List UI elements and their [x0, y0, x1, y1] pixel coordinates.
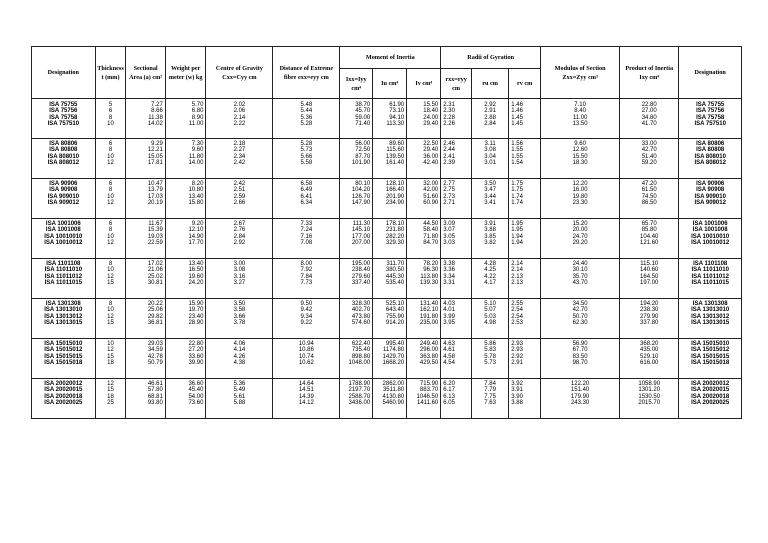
iv-cell: 22.50 29.40 36.00 42.40: [407, 139, 441, 179]
centre-gravity-cell: 2.67 2.76 2.84 2.92: [206, 219, 273, 259]
angle-properties-table: [31, 46, 742, 419]
iv-cell: 78.20 96.30 113.80 139.30: [407, 259, 441, 299]
thickness-cell: 10 12 15 18: [95, 339, 126, 379]
distance-cell: 8.00 7.92 7.84 7.73: [273, 259, 340, 299]
ru-cell: 5.10 5.07 5.03 4.98: [471, 299, 508, 339]
area-cell: 17.02 21.06 25.02 30.81: [126, 259, 166, 299]
designation-right-cell: ISA 15015010 ISA 15015012 ISA 15015015 ISA 15015018: [679, 339, 742, 379]
table-row-group: [32, 259, 742, 299]
ixx-cell: 38.70 45.70 59.00 71.40: [340, 99, 373, 139]
iu-cell: 89.60 115.60 139.50 161.40: [373, 139, 407, 179]
header-rxx: rxx=ryy cm: [441, 69, 472, 99]
header-thickness: Thickness t (mm): [95, 47, 126, 99]
iu-cell: 128.10 166.40 201.90 234.90: [373, 179, 407, 219]
centre-gravity-cell: 5.36 5.49 5.61 5.88: [206, 379, 273, 419]
header-iu: Iu cm⁴: [373, 69, 407, 99]
designation-cell: ISA 75755 ISA 75756 ISA 75758 ISA 757510: [32, 99, 96, 139]
modulus-cell: 56.90 67.70 83.50 98.70: [541, 339, 620, 379]
area-cell: 7.27 8.66 11.38 14.02: [126, 99, 166, 139]
ru-cell: 7.84 7.79 7.75 7.63: [471, 379, 508, 419]
header-sectional-area: Sectional Area (a) cm²: [126, 47, 166, 99]
angle-section-table-sheet: [31, 46, 742, 419]
table-row-group: [32, 99, 742, 139]
modulus-cell: 24.40 30.10 35.70 43.70: [541, 259, 620, 299]
modulus-cell: 12.20 16.00 19.80 23.30: [541, 179, 620, 219]
distance-cell: 5.28 5.73 5.66 5.58: [273, 139, 340, 179]
rv-cell: 1.95 1.95 1.94 1.94: [509, 219, 541, 259]
rxx-cell: 2.77 2.75 2.73 2.71: [441, 179, 472, 219]
designation-cell: ISA 90906 ISA 90908 ISA 909010 ISA 909012: [32, 179, 96, 219]
table-row-group: [32, 339, 742, 379]
rv-cell: 1.56 1.55 1.55 1.54: [509, 139, 541, 179]
area-cell: 11.67 15.39 19.03 22.59: [126, 219, 166, 259]
product-cell: 65.70 85.80 104.40 121.60: [620, 219, 679, 259]
designation-cell: ISA 20020012 ISA 20020015 ISA 20020018 ISA 20020025: [32, 379, 96, 419]
weight-cell: 36.60 45.40 54.00 73.60: [165, 379, 206, 419]
ru-cell: 3.11 3.08 3.04 3.01: [471, 139, 508, 179]
area-cell: 20.22 25.06 29.82 36.81: [126, 299, 166, 339]
designation-right-cell: ISA 90906 ISA 90908 ISA 909010 ISA 909012: [679, 179, 742, 219]
modulus-cell: 15.20 20.00 24.70 29.20: [541, 219, 620, 259]
area-cell: 9.29 12.21 15.05 17.81: [126, 139, 166, 179]
iu-cell: 2862.00 3511.80 4130.80 5460.90: [373, 379, 407, 419]
weight-cell: 9.20 12.10 14.90 17.70: [165, 219, 206, 259]
centre-gravity-cell: 2.02 2.06 2.14 2.22: [206, 99, 273, 139]
rxx-cell: 4.03 4.01 3.99 3.95: [441, 299, 472, 339]
product-cell: 22.80 27.00 34.80 41.70: [620, 99, 679, 139]
centre-gravity-cell: 2.42 2.51 2.59 2.66: [206, 179, 273, 219]
rxx-cell: 4.63 4.61 4.58 4.54: [441, 339, 472, 379]
header-designation: Designation: [32, 47, 96, 99]
centre-gravity-cell: 2.18 2.27 2.34 2.42: [206, 139, 273, 179]
iv-cell: 32.00 42.00 51.60 60.90: [407, 179, 441, 219]
rv-cell: 2.93 2.93 2.92 2.91: [509, 339, 541, 379]
weight-cell: 8.20 10.80 13.40 15.80: [165, 179, 206, 219]
modulus-cell: 34.50 42.70 50.70 62.30: [541, 299, 620, 339]
rxx-cell: 6.20 6.17 6.13 6.05: [441, 379, 472, 419]
ixx-cell: 622.40 735.40 898.80 1048.00: [340, 339, 373, 379]
header-modulus-of-section: Modulus of Section Zxx=Zyy cm³: [541, 47, 620, 99]
thickness-cell: 12 15 18 25: [95, 379, 126, 419]
header-radii-of-gyration: Radii of Gyration: [441, 47, 541, 69]
designation-right-cell: ISA 20020012 ISA 20020015 ISA 20020018 ISA 20020025: [679, 379, 742, 419]
rv-cell: 1.75 1.75 1.74 1.74: [509, 179, 541, 219]
weight-cell: 13.40 16.50 19.60 24.20: [165, 259, 206, 299]
centre-gravity-cell: 3.00 3.08 3.16 3.27: [206, 259, 273, 299]
iu-cell: 61.90 73.10 94.10 113.30: [373, 99, 407, 139]
centre-gravity-cell: 3.50 3.58 3.66 3.78: [206, 299, 273, 339]
rv-cell: 2.55 2.54 2.54 2.53: [509, 299, 541, 339]
thickness-cell: 5 6 8 10: [95, 99, 126, 139]
designation-cell: ISA 15015010 ISA 15015012 ISA 15015015 ISA 15015018: [32, 339, 96, 379]
iv-cell: 249.40 296.00 363.80 429.50: [407, 339, 441, 379]
product-cell: 33.00 42.70 51.40 59.20: [620, 139, 679, 179]
table-row-group: [32, 139, 742, 179]
table-row-group: [32, 219, 742, 259]
distance-cell: 10.94 10.86 10.74 10.62: [273, 339, 340, 379]
product-cell: 115.10 140.60 164.50 197.00: [620, 259, 679, 299]
ru-cell: 2.92 2.91 2.88 2.84: [471, 99, 508, 139]
header-iv: Iv cm⁴: [407, 69, 441, 99]
designation-right-cell: ISA 75755 ISA 75756 ISA 75758 ISA 757510: [679, 99, 742, 139]
distance-cell: 9.50 9.42 9.34 9.22: [273, 299, 340, 339]
ixx-cell: 111.30 145.10 177.00 207.00: [340, 219, 373, 259]
designation-cell: ISA 1001006 ISA 1001008 ISA 10010010 ISA 10010012: [32, 219, 96, 259]
header-ru: ru cm: [471, 69, 508, 99]
thickness-cell: 6 8 10 12: [95, 139, 126, 179]
designation-right-cell: ISA 1301308 ISA 13013010 ISA 13013012 ISA 13013015: [679, 299, 742, 339]
area-cell: 46.61 57.80 68.81 93.80: [126, 379, 166, 419]
rxx-cell: 2.31 2.30 2.28 2.26: [441, 99, 472, 139]
rxx-cell: 2.46 2.44 2.41 2.39: [441, 139, 472, 179]
ixx-cell: 1788.90 2197.70 2588.70 3436.00: [340, 379, 373, 419]
weight-cell: 15.90 19.70 23.40 28.90: [165, 299, 206, 339]
iv-cell: 44.50 58.40 71.80 84.70: [407, 219, 441, 259]
iu-cell: 178.10 231.80 282.20 329.30: [373, 219, 407, 259]
iv-cell: 715.90 883.70 1046.50 1411.60: [407, 379, 441, 419]
ru-cell: 4.28 4.25 4.22 4.17: [471, 259, 508, 299]
weight-cell: 5.70 6.80 8.90 11.00: [165, 99, 206, 139]
distance-cell: 14.64 14.51 14.39 14.12: [273, 379, 340, 419]
thickness-cell: 8 10 12 15: [95, 299, 126, 339]
distance-cell: 5.48 5.44 5.36 5.28: [273, 99, 340, 139]
iv-cell: 15.50 18.40 24.00 29.40: [407, 99, 441, 139]
ru-cell: 5.86 5.83 5.78 5.73: [471, 339, 508, 379]
product-cell: 1058.90 1301.20 1530.50 2015.70: [620, 379, 679, 419]
designation-right-cell: ISA 80806 ISA 80808 ISA 808010 ISA 808012: [679, 139, 742, 179]
area-cell: 29.03 34.59 42.78 50.79: [126, 339, 166, 379]
iu-cell: 525.10 643.40 755.90 914.20: [373, 299, 407, 339]
rv-cell: 3.92 3.91 3.90 3.88: [509, 379, 541, 419]
rxx-cell: 3.09 3.07 3.05 3.03: [441, 219, 472, 259]
weight-cell: 7.30 9.60 11.80 14.00: [165, 139, 206, 179]
header-rv: rv cm: [509, 69, 541, 99]
rv-cell: 1.46 1.46 1.45 1.45: [509, 99, 541, 139]
ixx-cell: 195.00 238.40 279.60 337.40: [340, 259, 373, 299]
modulus-cell: 7.10 8.40 11.00 13.50: [541, 99, 620, 139]
designation-cell: ISA 1301308 ISA 13013010 ISA 13013012 ISA 13013015: [32, 299, 96, 339]
product-cell: 194.20 238.30 279.90 337.80: [620, 299, 679, 339]
centre-gravity-cell: 4.06 4.14 4.26 4.38: [206, 339, 273, 379]
product-cell: 368.20 435.00 529.10 616.00: [620, 339, 679, 379]
weight-cell: 22.80 27.20 33.60 39.90: [165, 339, 206, 379]
table-row-group: [32, 299, 742, 339]
rv-cell: 2.14 2.14 2.13 2.13: [509, 259, 541, 299]
ixx-cell: 56.00 72.50 87.70 101.90: [340, 139, 373, 179]
header-moment-of-inertia: Moment of Inertia: [340, 47, 441, 69]
header-designation-right: Designation: [679, 47, 742, 99]
table-row-group: [32, 179, 742, 219]
ru-cell: 3.50 3.47 3.44 3.41: [471, 179, 508, 219]
ixx-cell: 328.30 402.70 473.80 574.60: [340, 299, 373, 339]
rxx-cell: 3.38 3.36 3.34 3.31: [441, 259, 472, 299]
header-extreme-fibre-distance: Distance of Extreme fibre exx=eyy cm: [273, 47, 340, 99]
header-ixx: Ixx=Iyy cm⁴: [340, 69, 373, 99]
table-body: [32, 99, 742, 419]
distance-cell: 7.33 7.24 7.16 7.08: [273, 219, 340, 259]
designation-right-cell: ISA 1101108 ISA 11011010 ISA 11011012 ISA 11011015: [679, 259, 742, 299]
designation-cell: ISA 1101108 ISA 11011010 ISA 11011012 ISA 11011015: [32, 259, 96, 299]
ixx-cell: 80.10 104.20 126.70 147.90: [340, 179, 373, 219]
thickness-cell: 6 8 10 12: [95, 179, 126, 219]
iv-cell: 131.40 162.10 191.80 235.00: [407, 299, 441, 339]
modulus-cell: 122.20 151.40 179.90 243.30: [541, 379, 620, 419]
header-product-of-inertia: Product of Inertia Ixy cm⁴: [620, 47, 679, 99]
table-row-group: [32, 379, 742, 419]
modulus-cell: 9.60 12.60 15.50 18.30: [541, 139, 620, 179]
area-cell: 10.47 13.79 17.03 20.19: [126, 179, 166, 219]
header-centre-of-gravity: Centre of Gravity Cxx=Cyy cm: [206, 47, 273, 99]
product-cell: 47.20 61.50 74.50 86.50: [620, 179, 679, 219]
designation-right-cell: ISA 1001006 ISA 1001008 ISA 10010010 ISA 10010012: [679, 219, 742, 259]
ru-cell: 3.91 3.88 3.85 3.82: [471, 219, 508, 259]
thickness-cell: 8 10 12 15: [95, 259, 126, 299]
iu-cell: 995.40 1174.80 1429.70 1668.20: [373, 339, 407, 379]
thickness-cell: 6 8 10 12: [95, 219, 126, 259]
iu-cell: 311.70 380.50 445.30 535.40: [373, 259, 407, 299]
designation-cell: ISA 80806 ISA 80808 ISA 808010 ISA 808012: [32, 139, 96, 179]
distance-cell: 6.58 6.49 6.41 6.34: [273, 179, 340, 219]
header-weight: Weight per meter (w) kg: [165, 47, 206, 99]
